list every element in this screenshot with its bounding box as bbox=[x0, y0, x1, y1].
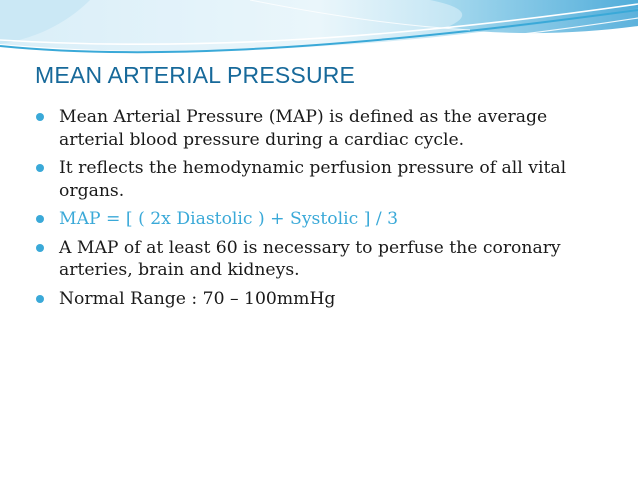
bullet-text: A MAP of at least 60 is necessary to perfuse the coronary arteries, brain and kidneys. bbox=[59, 237, 561, 280]
bullet-dot-icon bbox=[36, 215, 44, 223]
bullet-text: It reflects the hemodynamic perfusion pressure of all vital organs. bbox=[59, 158, 567, 201]
bullet-text: Mean Arterial Pressure (MAP) is defined as the average arterial blood pressure during a cardiac cycle. bbox=[59, 107, 548, 150]
bullet-item-map-threshold bbox=[36, 237, 616, 282]
bullet-dot-icon bbox=[36, 113, 44, 121]
bullet-dot-icon bbox=[36, 295, 44, 303]
bullet-item-perfusion bbox=[36, 157, 616, 202]
bullet-item-normal-range bbox=[36, 288, 616, 311]
bullet-list bbox=[36, 106, 616, 316]
slide-title: MEAN ARTERIAL PRESSURE bbox=[35, 62, 356, 88]
bullet-text: MAP = [ ( 2x Diastolic ) + Systolic ] / 3 bbox=[59, 209, 399, 229]
bullet-text: Normal Range : 70 – 100mmHg bbox=[59, 288, 336, 309]
bullet-item-map-definition bbox=[36, 106, 616, 151]
bullet-item-map-formula bbox=[36, 208, 616, 231]
bullet-dot-icon bbox=[36, 164, 44, 172]
bullet-dot-icon bbox=[36, 244, 44, 252]
